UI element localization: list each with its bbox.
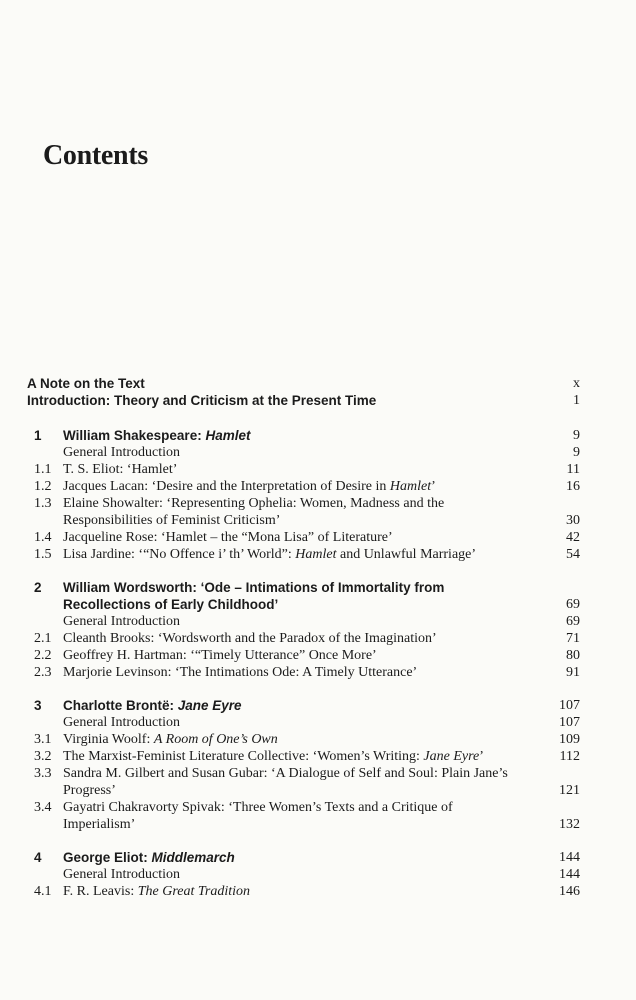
toc-entry-4-1[interactable] (24, 883, 580, 900)
entry-number: 2.1 (34, 631, 52, 646)
toc-entry-general-intro[interactable] (24, 444, 580, 461)
toc-entry-general-intro[interactable] (24, 714, 580, 731)
entry-title: Jacqueline Rose: ‘Hamlet – the “Mona Lisa” of Literature’ (63, 530, 393, 545)
entry-title: Geoffrey H. Hartman: ‘“Timely Utterance” Once More’ (63, 648, 377, 663)
entry-title: Virginia Woolf: A Room of One’s Own (63, 732, 278, 747)
entry-number: 1.3 (34, 496, 52, 511)
toc-entry-3-2[interactable] (24, 748, 580, 765)
entry-title: Marjorie Levinson: ‘The Intimations Ode: A Timely Utterance’ (63, 665, 418, 680)
chapter-heading-3[interactable] (24, 697, 580, 714)
entry-number: 1.1 (34, 462, 52, 477)
entry-page: 42 (566, 530, 580, 545)
entry-title: A Note on the Text (27, 376, 145, 391)
entry-number: 2.3 (34, 665, 52, 680)
toc-entry-3-1[interactable] (24, 731, 580, 748)
toc-entry-note[interactable] (24, 375, 580, 392)
toc-entry-2-2[interactable] (24, 647, 580, 664)
entry-title-continued: Imperialism’ (63, 817, 136, 832)
entry-title: Elaine Showalter: ‘Representing Ophelia: Women, Madness and the (63, 496, 445, 511)
chapter-title: William Wordsworth: ‘Ode – Intimations of Immortality from (63, 580, 445, 595)
entry-title: General Introduction (63, 715, 181, 730)
entry-title: Lisa Jardine: ‘“No Offence i’ th’ World”: Hamlet and Unlawful Marriage’ (63, 547, 477, 562)
entry-number: 1.5 (34, 547, 52, 562)
chapter-heading-2[interactable] (24, 579, 580, 596)
entry-title: Gayatri Chakravorty Spivak: ‘Three Women’s Texts and a Critique of (63, 800, 453, 815)
chapter-number: 2 (34, 580, 42, 595)
entry-title-continued: Progress’ (63, 783, 116, 798)
entry-number: 3.1 (34, 732, 52, 747)
chapter-title: Charlotte Brontë: Jane Eyre (63, 698, 242, 713)
entry-title: General Introduction (63, 614, 181, 629)
chapter-number: 4 (34, 850, 42, 865)
entry-number: 1.4 (34, 530, 52, 545)
toc-entry-1-3[interactable] (24, 495, 580, 512)
entry-page: x (573, 376, 580, 391)
entry-page: 30 (566, 513, 580, 528)
entry-title: F. R. Leavis: The Great Tradition (63, 884, 250, 899)
toc-entry-3-4-cont[interactable] (24, 816, 580, 833)
entry-title: General Introduction (63, 867, 181, 882)
entry-title: Jacques Lacan: ‘Desire and the Interpretation of Desire in Hamlet’ (63, 479, 436, 494)
toc-entry-1-4[interactable] (24, 529, 580, 546)
chapter-heading-2-cont[interactable] (24, 596, 580, 613)
toc-entry-general-intro[interactable] (24, 613, 580, 630)
table-of-contents (24, 375, 580, 900)
entry-page: 9 (573, 428, 580, 443)
entry-page: 69 (566, 614, 580, 629)
entry-number: 3.2 (34, 749, 52, 764)
chapter-number: 1 (34, 428, 42, 443)
toc-entry-general-intro[interactable] (24, 866, 580, 883)
entry-page: 144 (559, 850, 580, 865)
entry-page: 9 (573, 445, 580, 460)
entry-title: General Introduction (63, 445, 181, 460)
entry-page: 112 (559, 749, 580, 764)
entry-page: 91 (566, 665, 580, 680)
toc-entry-2-3[interactable] (24, 664, 580, 681)
toc-entry-2-1[interactable] (24, 630, 580, 647)
entry-page: 69 (566, 597, 580, 612)
entry-page: 16 (566, 479, 580, 494)
entry-title-continued: Responsibilities of Feminist Criticism’ (63, 513, 281, 528)
entry-page: 146 (559, 884, 580, 899)
toc-entry-3-3[interactable] (24, 765, 580, 782)
toc-entry-introduction[interactable] (24, 392, 580, 409)
entry-number: 4.1 (34, 884, 52, 899)
toc-entry-1-1[interactable] (24, 461, 580, 478)
entry-page: 54 (566, 547, 580, 562)
entry-page: 11 (566, 462, 580, 477)
toc-entry-1-5[interactable] (24, 546, 580, 563)
toc-entry-3-4[interactable] (24, 799, 580, 816)
entry-title: T. S. Eliot: ‘Hamlet’ (63, 462, 178, 477)
chapter-title: William Shakespeare: Hamlet (63, 428, 251, 443)
entry-number: 1.2 (34, 479, 52, 494)
entry-page: 132 (559, 817, 580, 832)
entry-title: The Marxist-Feminist Literature Collective: ‘Women’s Writing: Jane Eyre’ (63, 749, 484, 764)
entry-title: Sandra M. Gilbert and Susan Gubar: ‘A Dialogue of Self and Soul: Plain Jane’s (63, 766, 508, 781)
entry-page: 80 (566, 648, 580, 663)
entry-number: 3.4 (34, 800, 52, 815)
entry-title: Cleanth Brooks: ‘Wordsworth and the Paradox of the Imagination’ (63, 631, 437, 646)
chapter-heading-4[interactable] (24, 849, 580, 866)
entry-page: 71 (566, 631, 580, 646)
entry-page: 144 (559, 867, 580, 882)
entry-page: 1 (573, 393, 580, 408)
entry-page: 109 (559, 732, 580, 747)
toc-entry-1-3-cont[interactable] (24, 512, 580, 529)
chapter-heading-1[interactable] (24, 427, 580, 444)
entry-title: Introduction: Theory and Criticism at the Present Time (27, 393, 377, 408)
toc-entry-1-2[interactable] (24, 478, 580, 495)
chapter-title-continued: Recollections of Early Childhood’ (63, 597, 279, 612)
chapter-title: George Eliot: Middlemarch (63, 850, 235, 865)
entry-number: 3.3 (34, 766, 52, 781)
toc-entry-3-3-cont[interactable] (24, 782, 580, 799)
entry-number: 2.2 (34, 648, 52, 663)
chapter-number: 3 (34, 698, 42, 713)
entry-page: 107 (559, 715, 580, 730)
entry-page: 107 (559, 698, 580, 713)
entry-page: 121 (559, 783, 580, 798)
page-title: Contents (43, 140, 148, 171)
